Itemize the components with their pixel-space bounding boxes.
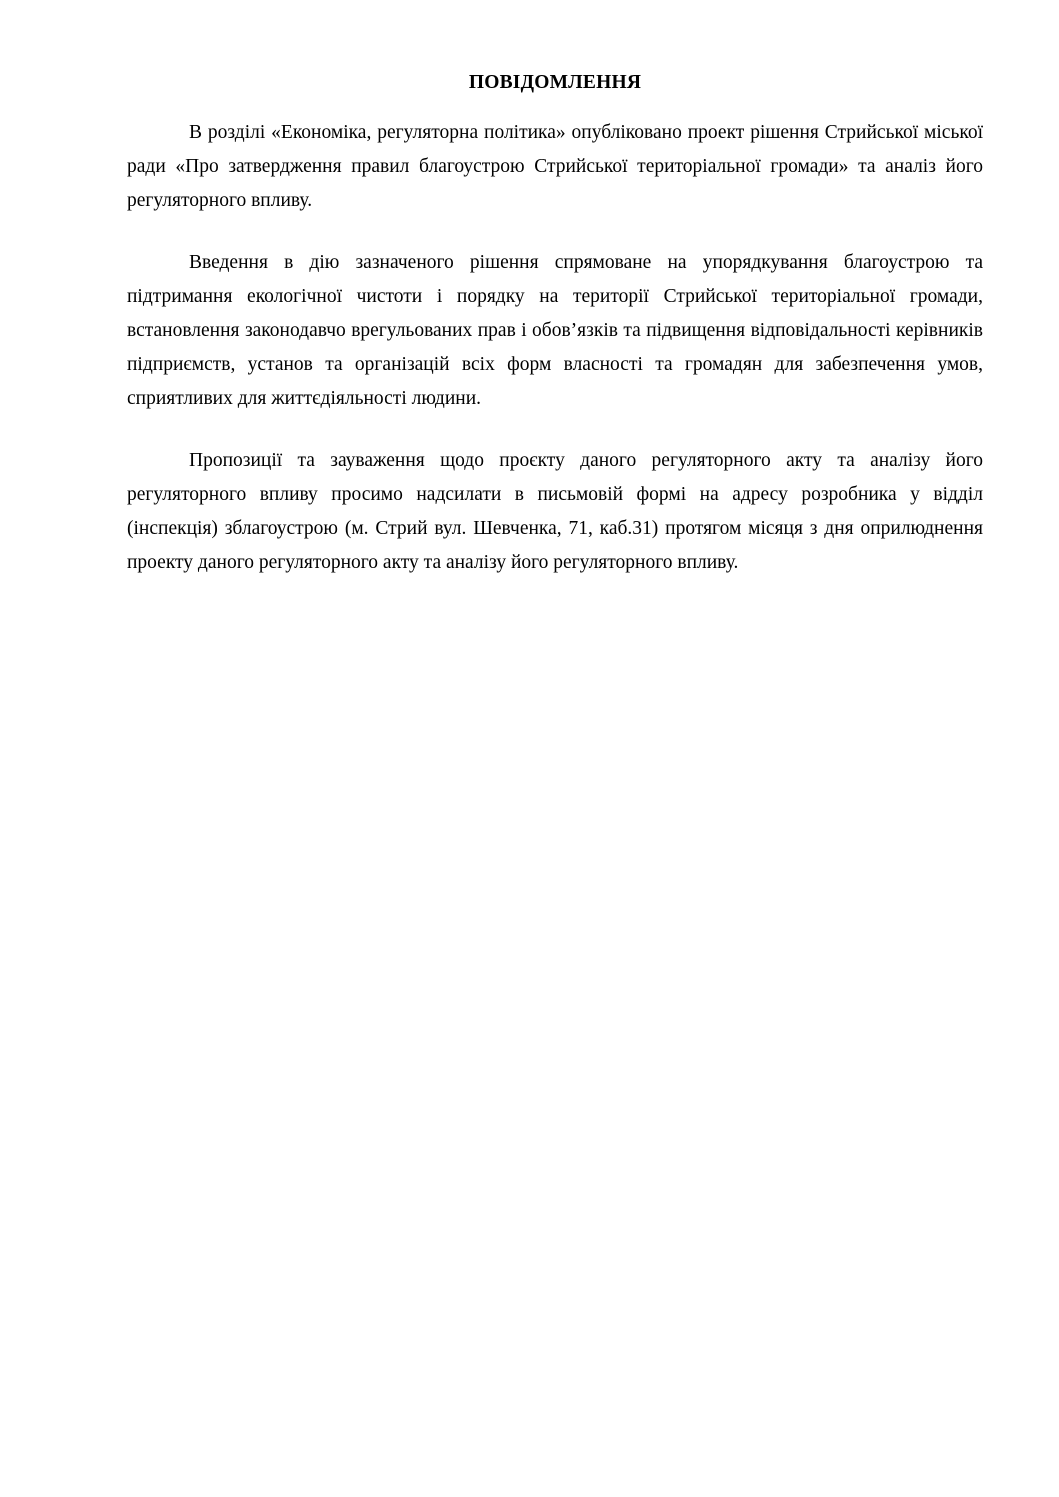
paragraph-feedback-request: Пропозиції та зауваження щодо проєкту даного регуляторного акту та аналізу його регуляторного впливу просимо надсилати в письмовій формі на адресу розробника у відділ (інспекція) зблагоустрою (м. Стрий вул. Шевченка, 71, каб.31) протягом місяця з дня оприлюднення проекту даного регуляторного акту та аналізу його регуляторного впливу. [127,450,983,573]
paragraph-publication-notice: В розділі «Економіка, регуляторна політика» опубліковано проект рішення Стрийської міської ради «Про затвердження правил благоустрою Стрийської територіальної громади» та аналіз його регуляторного впливу. [127,122,983,211]
document-title: ПОВІДОМЛЕННЯ [468,72,642,93]
paragraph-decision-purpose: Введення в дію зазначеного рішення спрямоване на упорядкування благоустрою та підтримання екологічної чистоти і порядку на території Стрийської територіальної громади, встановлення законодавчо врегульованих прав і обов’язків та підвищення відповідальності керівників підприємств, установ та організацій всіх форм власності та громадян для забезпечення умов, сприятливих для життєдіяльності людини. [127,252,983,409]
document-body [127,116,983,608]
